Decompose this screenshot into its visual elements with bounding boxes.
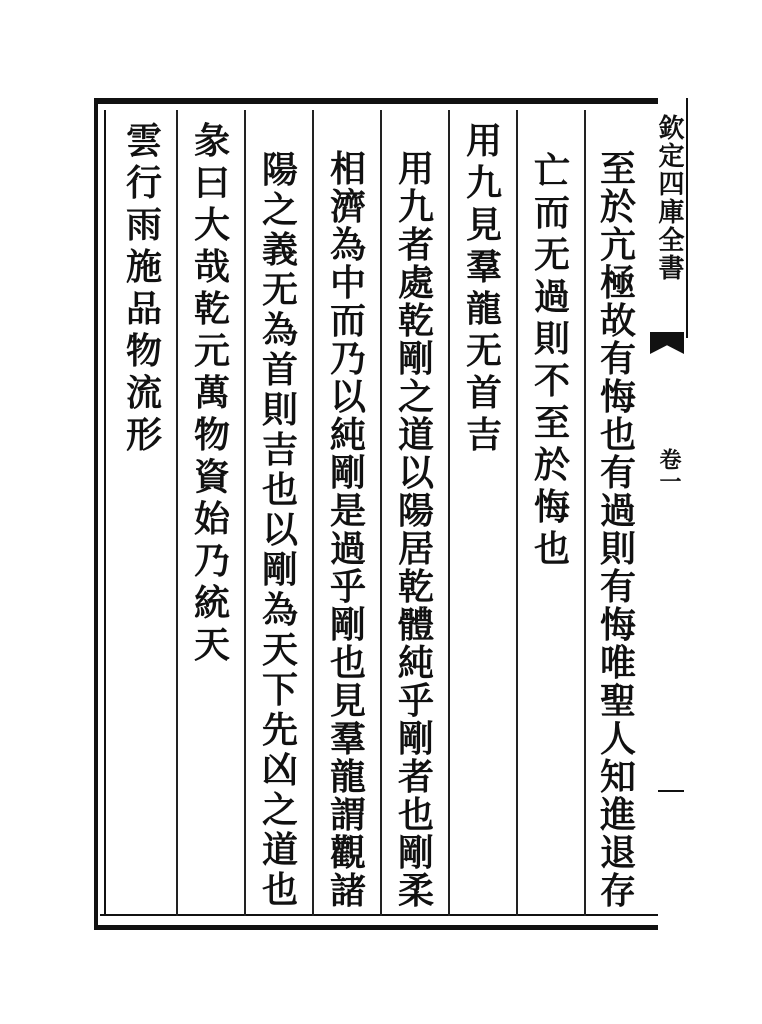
column-character: 悔	[533, 486, 570, 528]
column-character: 過	[599, 490, 636, 532]
column-rule	[448, 110, 450, 916]
column-character: 極	[599, 262, 636, 304]
column-character: 首	[465, 372, 502, 414]
column-character: 吉	[465, 414, 502, 456]
column-character: 无	[465, 330, 502, 372]
column-character: 悔	[599, 376, 636, 418]
text-column-2	[526, 150, 578, 570]
column-character: 為	[261, 309, 298, 351]
column-character: 无	[261, 269, 298, 311]
column-character: 形	[125, 414, 162, 456]
column-character: 龍	[465, 288, 502, 330]
column-character: 施	[125, 246, 162, 288]
column-character: 則	[599, 528, 636, 570]
column-character: 萬	[193, 372, 230, 414]
column-character: 羣	[465, 246, 502, 288]
column-character: 龍	[329, 756, 366, 798]
column-character: 羣	[329, 718, 366, 760]
column-character: 悔	[599, 604, 636, 646]
volume-label: 卷一	[656, 448, 682, 492]
column-character: 故	[599, 300, 636, 342]
column-character: 之	[261, 789, 298, 831]
column-rule	[584, 110, 586, 916]
column-character: 雲	[125, 120, 162, 162]
column-character: 以	[397, 452, 434, 494]
column-character: 進	[599, 794, 636, 836]
column-character: 乎	[397, 680, 434, 722]
column-character: 乾	[397, 300, 434, 342]
column-character: 為	[261, 589, 298, 631]
column-character: 也	[261, 869, 298, 911]
column-character: 中	[329, 262, 366, 304]
column-character: 剛	[329, 452, 366, 494]
column-character: 過	[329, 528, 366, 570]
column-rule	[380, 110, 382, 916]
column-character: 元	[193, 330, 230, 372]
column-character: 之	[397, 376, 434, 418]
column-character: 以	[329, 376, 366, 418]
column-character: 存	[599, 870, 636, 912]
column-character: 於	[599, 186, 636, 228]
column-character: 也	[533, 528, 570, 570]
column-character: 者	[397, 224, 434, 266]
column-character: 九	[397, 186, 434, 228]
column-character: 觀	[329, 832, 366, 874]
column-character: 人	[599, 718, 636, 760]
column-character: 有	[599, 452, 636, 494]
column-character: 流	[125, 372, 162, 414]
column-character: 過	[533, 276, 570, 318]
column-character: 純	[397, 642, 434, 684]
column-character: 乃	[193, 540, 230, 582]
text-column-8	[118, 120, 170, 456]
column-character: 彖	[193, 120, 230, 162]
text-column-7	[186, 120, 238, 666]
column-character: 品	[125, 288, 162, 330]
column-character: 柔	[397, 870, 434, 912]
text-column-3	[458, 120, 510, 456]
column-character: 也	[329, 642, 366, 684]
column-character: 為	[329, 224, 366, 266]
frame-inner-line	[104, 110, 106, 916]
column-character: 剛	[261, 549, 298, 591]
column-character: 也	[261, 469, 298, 511]
frame-bottom-line	[100, 914, 658, 916]
column-character: 凶	[261, 749, 298, 791]
text-column-1	[592, 150, 644, 910]
book-title: 欽定四庫全書	[654, 114, 684, 282]
text-column-5	[322, 150, 374, 910]
column-character: 用	[465, 120, 502, 162]
column-character: 也	[397, 794, 434, 836]
column-character: 天	[261, 629, 298, 671]
column-character: 九	[465, 162, 502, 204]
column-character: 哉	[193, 246, 230, 288]
column-character: 剛	[397, 832, 434, 874]
column-character: 而	[329, 300, 366, 342]
column-character: 乃	[329, 338, 366, 380]
column-character: 至	[533, 402, 570, 444]
column-rule	[244, 110, 246, 916]
column-character: 物	[125, 330, 162, 372]
column-character: 下	[261, 669, 298, 711]
column-character: 有	[599, 566, 636, 608]
column-character: 之	[261, 189, 298, 231]
column-character: 始	[193, 498, 230, 540]
column-character: 首	[261, 349, 298, 391]
column-character: 至	[599, 148, 636, 190]
margin-line	[658, 790, 684, 792]
column-character: 處	[397, 262, 434, 304]
column-character: 行	[125, 162, 162, 204]
column-character: 體	[397, 604, 434, 646]
text-column-6	[254, 150, 306, 910]
column-rule	[312, 110, 314, 916]
column-character: 則	[533, 318, 570, 360]
margin-edge	[686, 98, 688, 338]
column-character: 用	[397, 148, 434, 190]
column-character: 吉	[261, 429, 298, 471]
column-character: 也	[599, 414, 636, 456]
column-character: 資	[193, 456, 230, 498]
column-character: 濟	[329, 186, 366, 228]
column-character: 亡	[533, 150, 570, 192]
column-character: 見	[329, 680, 366, 722]
column-rule	[516, 110, 518, 916]
column-character: 雨	[125, 204, 162, 246]
column-character: 以	[261, 509, 298, 551]
column-character: 陽	[397, 490, 434, 532]
column-character: 謂	[329, 794, 366, 836]
column-character: 者	[397, 756, 434, 798]
column-character: 相	[329, 148, 366, 190]
fish-tail-mark	[650, 332, 684, 354]
column-character: 剛	[397, 338, 434, 380]
column-character: 則	[261, 389, 298, 431]
column-character: 乾	[193, 288, 230, 330]
column-character: 不	[533, 360, 570, 402]
column-character: 曰	[193, 162, 230, 204]
column-character: 義	[261, 229, 298, 271]
column-character: 乾	[397, 566, 434, 608]
column-character: 統	[193, 582, 230, 624]
column-character: 道	[261, 829, 298, 871]
column-character: 見	[465, 204, 502, 246]
text-column-4	[390, 150, 442, 910]
column-character: 諸	[329, 870, 366, 912]
column-character: 於	[533, 444, 570, 486]
column-character: 聖	[599, 680, 636, 722]
column-character: 物	[193, 414, 230, 456]
column-character: 无	[533, 234, 570, 276]
column-character: 亢	[599, 224, 636, 266]
column-character: 大	[193, 204, 230, 246]
column-character: 而	[533, 192, 570, 234]
column-rule	[176, 110, 178, 916]
column-character: 是	[329, 490, 366, 532]
column-character: 唯	[599, 642, 636, 684]
column-character: 先	[261, 709, 298, 751]
column-character: 天	[193, 624, 230, 666]
column-character: 乎	[329, 566, 366, 608]
column-character: 有	[599, 338, 636, 380]
column-character: 退	[599, 832, 636, 874]
column-character: 陽	[261, 149, 298, 191]
column-character: 剛	[329, 604, 366, 646]
column-character: 道	[397, 414, 434, 456]
column-character: 居	[397, 528, 434, 570]
column-character: 知	[599, 756, 636, 798]
column-character: 純	[329, 414, 366, 456]
column-character: 剛	[397, 718, 434, 760]
